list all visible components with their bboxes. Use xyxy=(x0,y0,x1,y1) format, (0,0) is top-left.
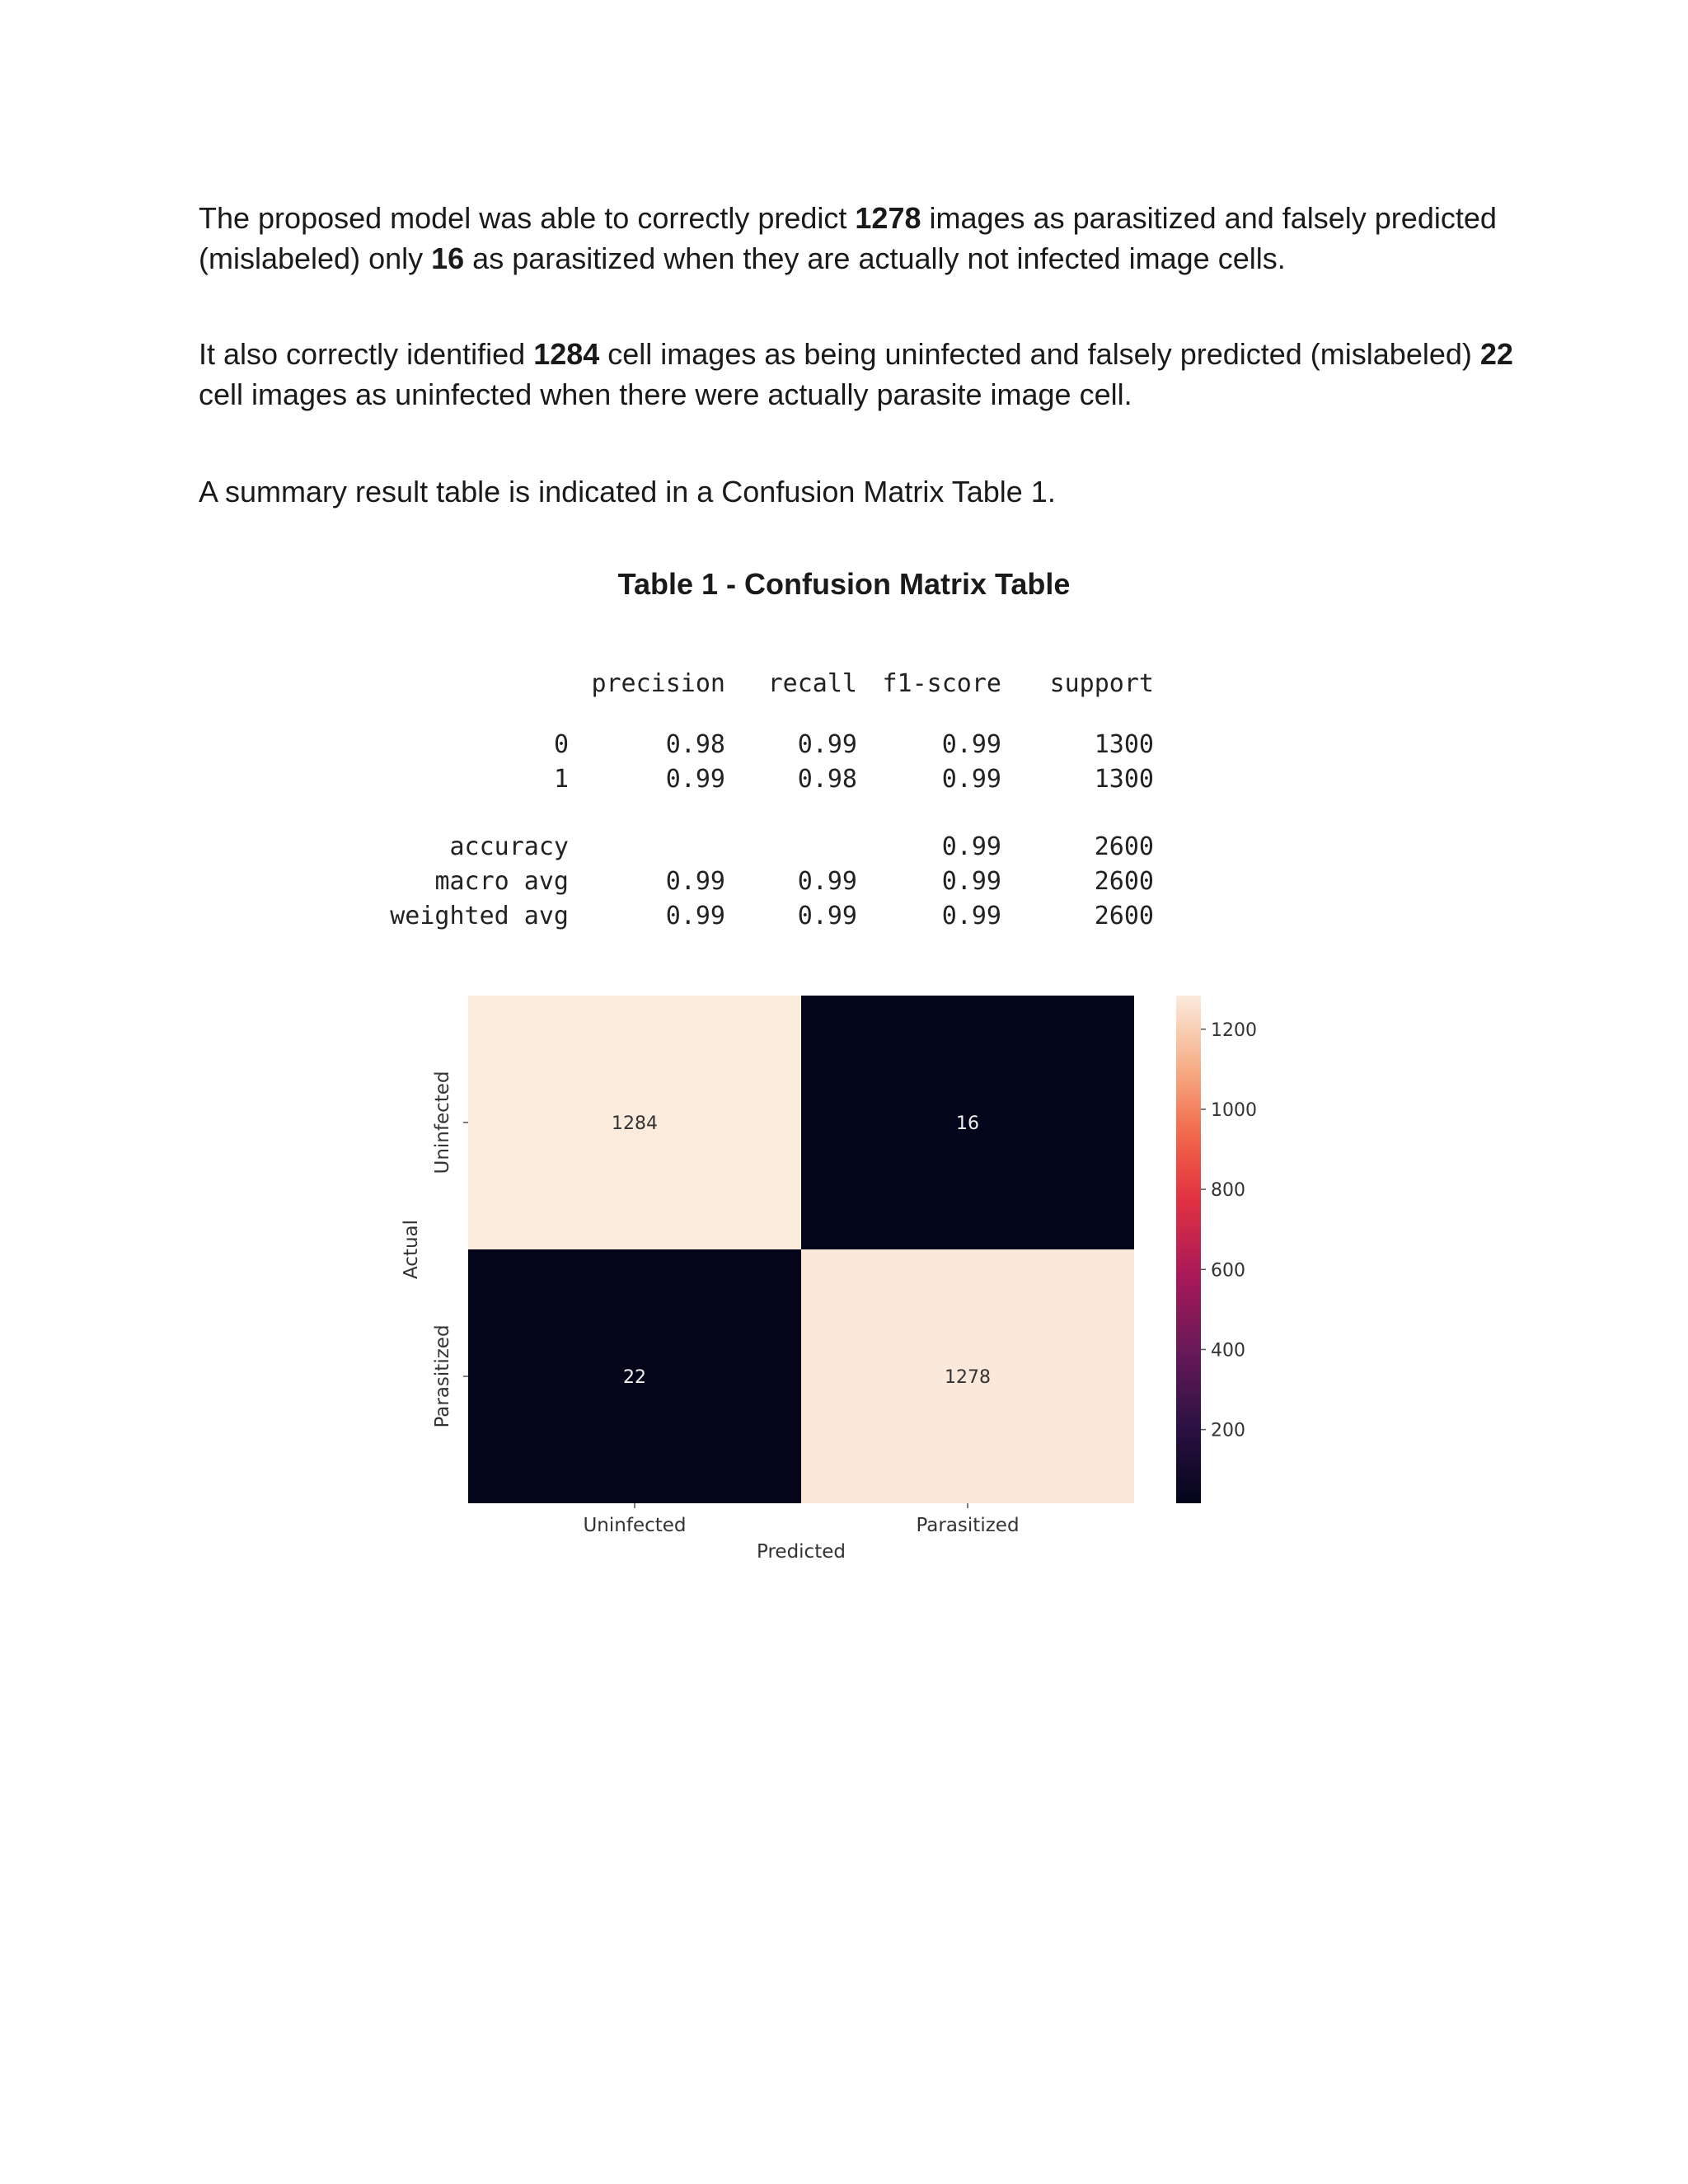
x-axis-label: Predicted xyxy=(757,1541,846,1563)
report-row-label: macro avg xyxy=(434,867,569,896)
report-value-cell: 0.99 xyxy=(797,902,857,930)
report-value-cell: 0.98 xyxy=(665,730,725,759)
paragraph-model-uninfected xyxy=(199,334,1550,415)
report-header-cell: precision xyxy=(591,669,725,698)
bold-number: 22 xyxy=(1479,337,1513,371)
report-header-cell: recall xyxy=(767,669,857,698)
report-value-cell: 0.99 xyxy=(665,867,725,896)
report-value-cell: 0.99 xyxy=(665,902,725,930)
text-span: images as parasitized and falsely predicted (mislabeled) only xyxy=(199,201,1497,275)
report-value-cell: 0.98 xyxy=(797,765,857,794)
table-caption: Table 1 - Confusion Matrix Table xyxy=(617,567,1071,601)
text-span: as parasitized when they are actually not infected image cells. xyxy=(464,241,1286,275)
heatmap-value-label: 22 xyxy=(623,1367,646,1388)
report-value-cell: 2600 xyxy=(1094,902,1154,930)
heatmap-value-label: 16 xyxy=(956,1113,979,1134)
report-row-label: 1 xyxy=(553,765,569,794)
paragraph-summary: A summary result table is indicated in a Confusion Matrix Table 1. xyxy=(199,475,1056,509)
report-value-cell: 2600 xyxy=(1094,867,1154,896)
heatmap-value-label: 1284 xyxy=(612,1113,658,1134)
colorbar xyxy=(1176,996,1201,1503)
y-tick-label: Uninfected xyxy=(432,1071,453,1174)
report-value-cell: 1300 xyxy=(1094,765,1154,794)
report-row-label: weighted avg xyxy=(390,902,569,930)
bold-number: 1278 xyxy=(855,201,921,235)
report-row-label: 0 xyxy=(553,730,569,759)
report-value-cell: 0.99 xyxy=(941,730,1001,759)
classification-report xyxy=(387,659,1179,964)
heatmap-value-label: 1278 xyxy=(945,1367,991,1388)
report-value-cell: 0.99 xyxy=(797,867,857,896)
report-value-cell: 0.99 xyxy=(941,867,1001,896)
bold-number: 1284 xyxy=(533,337,600,371)
colorbar-tick-label: 200 xyxy=(1211,1420,1245,1441)
report-value-cell: 0.99 xyxy=(797,730,857,759)
x-tick-label: Parasitized xyxy=(916,1515,1020,1536)
report-value-cell: 0.99 xyxy=(941,832,1001,861)
report-header-cell: f1-score xyxy=(882,669,1001,698)
confusion-matrix-heatmap xyxy=(396,981,1286,1574)
colorbar-tick-label: 1000 xyxy=(1211,1099,1257,1121)
report-value-cell: 0.99 xyxy=(665,765,725,794)
report-value-cell: 0.99 xyxy=(941,765,1001,794)
report-header-cell: support xyxy=(1049,669,1154,698)
colorbar-tick-label: 600 xyxy=(1211,1260,1245,1282)
report-value-cell: 1300 xyxy=(1094,730,1154,759)
report-value-cell: 2600 xyxy=(1094,832,1154,861)
text-span: cell images as uninfected when there were actually parasite image cell. xyxy=(199,377,1132,411)
colorbar-tick-label: 800 xyxy=(1211,1180,1245,1202)
x-tick-label: Uninfected xyxy=(583,1515,687,1536)
text-span: The proposed model was able to correctly predict xyxy=(199,201,856,235)
bold-number: 16 xyxy=(431,241,465,275)
colorbar-tick-label: 1200 xyxy=(1211,1019,1257,1041)
colorbar-tick-label: 400 xyxy=(1211,1340,1245,1361)
y-tick-label: Parasitized xyxy=(432,1324,453,1428)
y-axis-label: Actual xyxy=(401,1219,422,1280)
text-span: cell images as being uninfected and falsely predicted (mislabeled) xyxy=(599,337,1480,371)
text-span: It also correctly identified xyxy=(199,337,534,371)
paragraph-model-parasitized xyxy=(199,198,1550,279)
report-value-cell: 0.99 xyxy=(941,902,1001,930)
report-row-label: accuracy xyxy=(449,832,569,861)
